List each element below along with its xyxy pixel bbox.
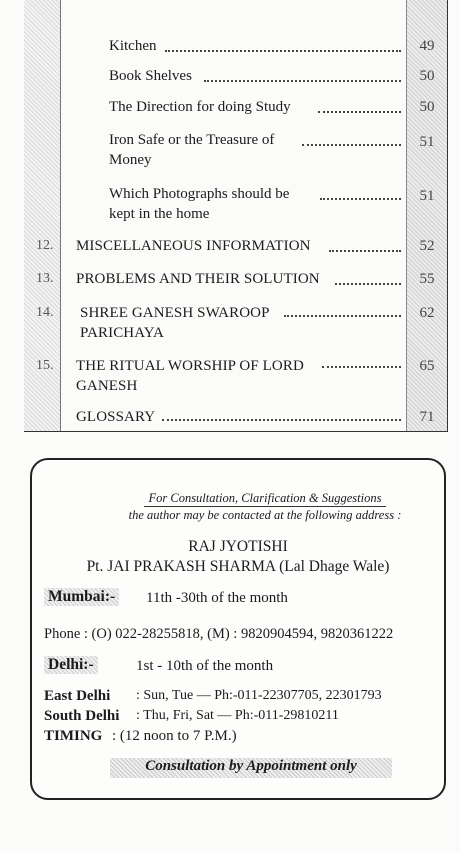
toc-page-number: 62 [419, 305, 435, 321]
toc-entry-title-cont: kept in the home [109, 206, 210, 222]
toc-entry-title-cont: Money [109, 152, 152, 168]
toc-chapter-number: 14. [36, 305, 54, 320]
toc-chapter-number: 12. [36, 238, 54, 253]
toc-page-number: 50 [419, 99, 435, 115]
toc-page-number: 55 [419, 271, 435, 287]
author-name: Pt. JAI PRAKASH SHARMA (Lal Dhage Wale) [86, 558, 390, 575]
toc-entry-title: The Direction for doing Study [109, 99, 291, 115]
toc-leader-dots [320, 198, 401, 200]
toc-page-number: 52 [419, 238, 435, 254]
toc-page-number: 50 [419, 68, 435, 84]
east-delhi-info: : Sun, Tue — Ph:-011-22307705, 22301793 [136, 688, 382, 703]
toc-entry-title: Book Shelves [109, 68, 192, 84]
toc-leader-dots [318, 111, 401, 113]
toc-chapter-title-cont: GANESH [76, 378, 138, 394]
toc-leader-dots [302, 144, 401, 146]
contact-intro [92, 490, 438, 523]
toc-entry-title: Iron Safe or the Treasure of [109, 132, 275, 148]
contact-box [30, 458, 446, 800]
toc-page-number: 51 [419, 134, 435, 150]
mumbai-phone: Phone : (O) 022-28255818, (M) : 9820904594, 9820361222 [44, 626, 394, 642]
toc-leader-dots [162, 419, 401, 421]
toc-leader-dots [329, 250, 401, 252]
toc-chapter-title-cont: PARICHAYA [80, 325, 164, 341]
toc-leader-dots [165, 50, 401, 52]
toc-entry-title: Which Photographs should be [109, 186, 290, 202]
toc-chapter-number: 13. [36, 271, 54, 286]
appointment-note: Consultation by Appointment only [110, 758, 392, 778]
timing-label: TIMING [44, 728, 103, 744]
mumbai-dates: 11th -30th of the month [146, 590, 288, 606]
toc-chapter-title: MISCELLANEOUS INFORMATION [76, 238, 311, 254]
timing-info: : (12 noon to 7 P.M.) [112, 728, 237, 744]
toc-chapter-title: SHREE GANESH SWAROOP [80, 305, 270, 321]
east-delhi-label: East Delhi [44, 688, 111, 704]
delhi-dates: 1st - 10th of the month [136, 658, 274, 674]
toc-chapter-title: GLOSSARY [76, 409, 156, 425]
toc-page-number: 65 [419, 358, 435, 374]
south-delhi-label: South Delhi [44, 708, 120, 724]
mumbai-label: Mumbai:- [44, 588, 119, 606]
toc-page-number: 49 [419, 38, 435, 54]
contact-intro-line1: For Consultation, Clarification & Suggestions [144, 490, 385, 507]
toc-leader-dots [204, 80, 401, 82]
toc-chapter-title: PROBLEMS AND THEIR SOLUTION [76, 271, 320, 287]
toc-leader-dots [284, 315, 401, 317]
south-delhi-info: : Thu, Fri, Sat — Ph:-011-29810211 [136, 708, 339, 723]
toc-page-number: 51 [419, 188, 435, 204]
toc-leader-dots [335, 283, 401, 285]
toc-page-number: 71 [419, 409, 435, 425]
author-title: RAJ JYOTISHI [188, 538, 288, 555]
contact-intro-line2: the author may be contacted at the following address : [128, 508, 402, 522]
toc-leader-dots [322, 366, 401, 368]
delhi-label: Delhi:- [44, 656, 98, 674]
toc-chapter-number: 15. [36, 358, 54, 373]
table-of-contents [24, 0, 448, 432]
toc-entry-title: Kitchen [109, 38, 157, 54]
toc-chapter-title: THE RITUAL WORSHIP OF LORD [76, 358, 304, 374]
